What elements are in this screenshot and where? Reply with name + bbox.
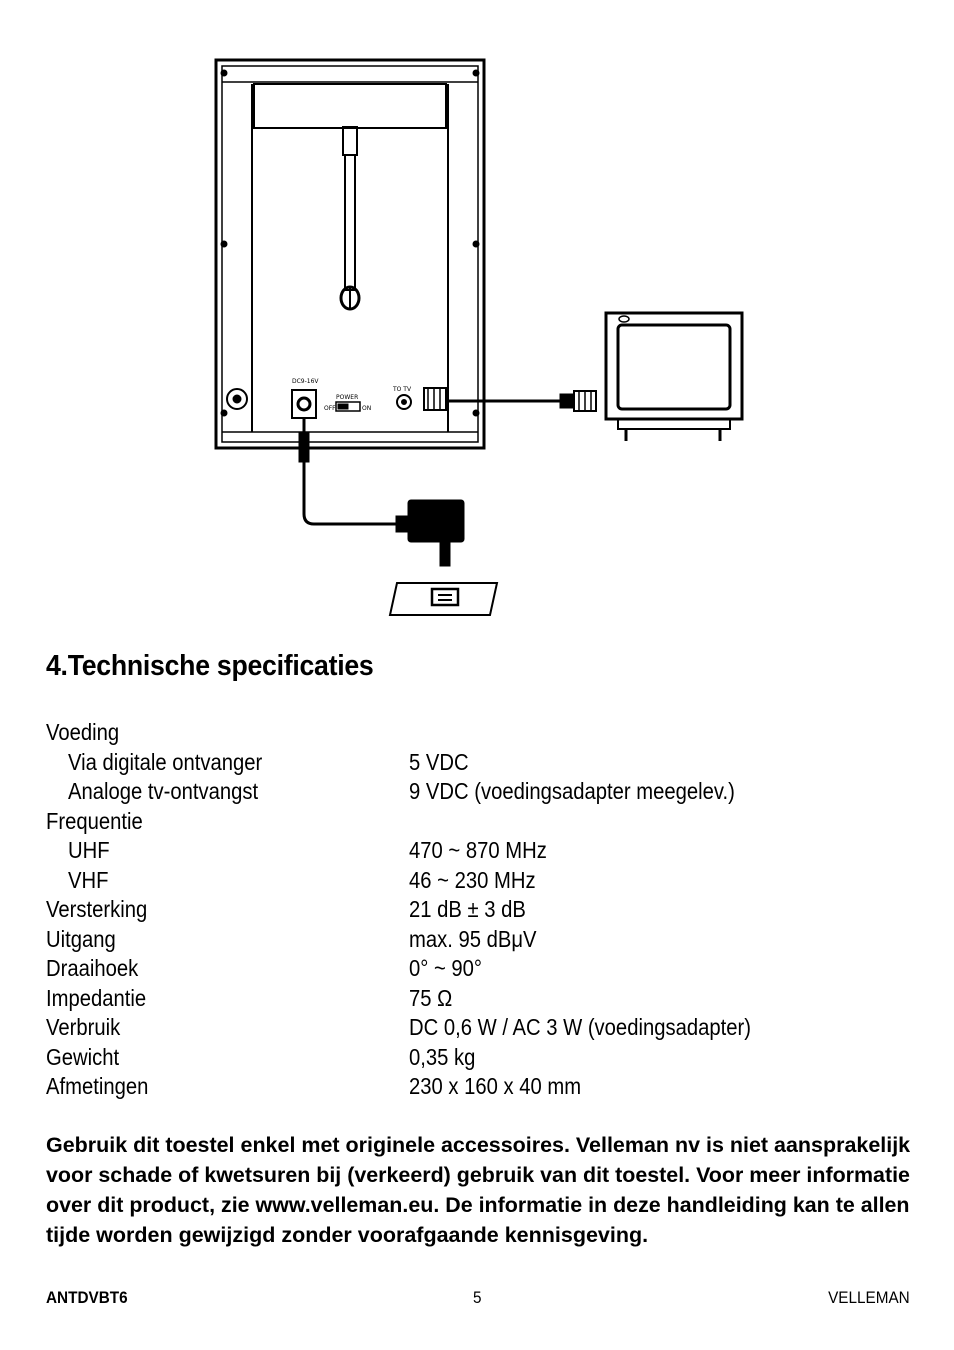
spec-value: max. 95 dBμV bbox=[409, 925, 537, 952]
tv-set bbox=[606, 313, 742, 441]
spec-row bbox=[46, 984, 906, 1014]
power-switch-label: POWER bbox=[336, 394, 359, 401]
spec-value: 21 dB ± 3 dB bbox=[409, 896, 526, 922]
connection-diagram bbox=[0, 0, 954, 640]
spec-label: Frequentie bbox=[46, 807, 143, 834]
spec-label: Verbruik bbox=[46, 1014, 121, 1040]
tv-output-label: TO TV bbox=[393, 386, 412, 393]
spec-row bbox=[46, 748, 906, 778]
spec-value: DC 0,6 W / AC 3 W (voedingsadapter) bbox=[409, 1014, 751, 1040]
spec-label: Impedantie bbox=[46, 984, 147, 1011]
notice-line: voor schade of kwetsuren bij (verkeerd) gebruik van dit toestel. Voor meer informatie bbox=[46, 1163, 910, 1187]
power-jack-label: DC9-16V bbox=[292, 378, 319, 385]
spec-row bbox=[46, 866, 906, 896]
spec-label: Versterking bbox=[46, 896, 148, 922]
notice-line: tijde worden gewijzigd zonder voorafgaande kennisgeving. bbox=[46, 1223, 649, 1247]
spec-row bbox=[46, 954, 906, 984]
spec-row bbox=[46, 718, 906, 748]
switch-on-label: ON bbox=[362, 405, 372, 412]
spec-label: Via digitale ontvanger bbox=[68, 748, 263, 775]
notice-line: over dit product, zie www.velleman.eu. De informatie in deze handleiding kan te allen bbox=[46, 1193, 910, 1217]
spec-row bbox=[46, 1072, 906, 1102]
spec-value: 9 VDC (voedingsadapter meegelev.) bbox=[409, 778, 735, 804]
spec-row bbox=[46, 925, 906, 955]
spec-label: VHF bbox=[68, 866, 109, 893]
specifications-table bbox=[46, 718, 906, 1102]
spec-value: 75 Ω bbox=[409, 984, 453, 1011]
spec-value: 230 x 160 x 40 mm bbox=[409, 1073, 582, 1099]
spec-value: 470 ~ 870 MHz bbox=[409, 837, 547, 863]
antenna-unit bbox=[216, 60, 484, 448]
spec-value: 5 VDC bbox=[409, 748, 469, 775]
spec-label: Voeding bbox=[46, 719, 120, 745]
spec-label: Draaihoek bbox=[46, 955, 139, 981]
spec-row bbox=[46, 807, 906, 837]
spec-row bbox=[46, 895, 906, 925]
notice-line: Gebruik dit toestel enkel met originele accessoires. Velleman nv is niet aansprakelijk bbox=[46, 1133, 911, 1157]
spec-label: Afmetingen bbox=[46, 1073, 149, 1099]
spec-row bbox=[46, 1013, 906, 1043]
section-heading: 4.Technische specificaties bbox=[46, 650, 374, 682]
spec-row bbox=[46, 836, 906, 866]
spec-label: Uitgang bbox=[46, 925, 116, 952]
spec-label: Analoge tv-ontvangst bbox=[68, 778, 259, 804]
usage-notice bbox=[46, 1130, 910, 1250]
power-adapter bbox=[299, 418, 464, 566]
spec-row bbox=[46, 1043, 906, 1073]
spec-label: UHF bbox=[68, 837, 110, 863]
spec-row bbox=[46, 777, 906, 807]
coax-cable bbox=[446, 391, 596, 411]
spec-value: 0° ~ 90° bbox=[409, 955, 483, 981]
switch-off-label: OFF bbox=[324, 405, 336, 412]
wall-socket bbox=[390, 583, 497, 615]
spec-value: 46 ~ 230 MHz bbox=[409, 866, 536, 893]
spec-value: 0,35 kg bbox=[409, 1043, 476, 1070]
footer-model: ANTDVBT6 bbox=[46, 1288, 128, 1307]
footer-page-number: 5 bbox=[473, 1288, 482, 1307]
footer-brand: VELLEMAN bbox=[828, 1288, 910, 1307]
spec-label: Gewicht bbox=[46, 1043, 120, 1070]
